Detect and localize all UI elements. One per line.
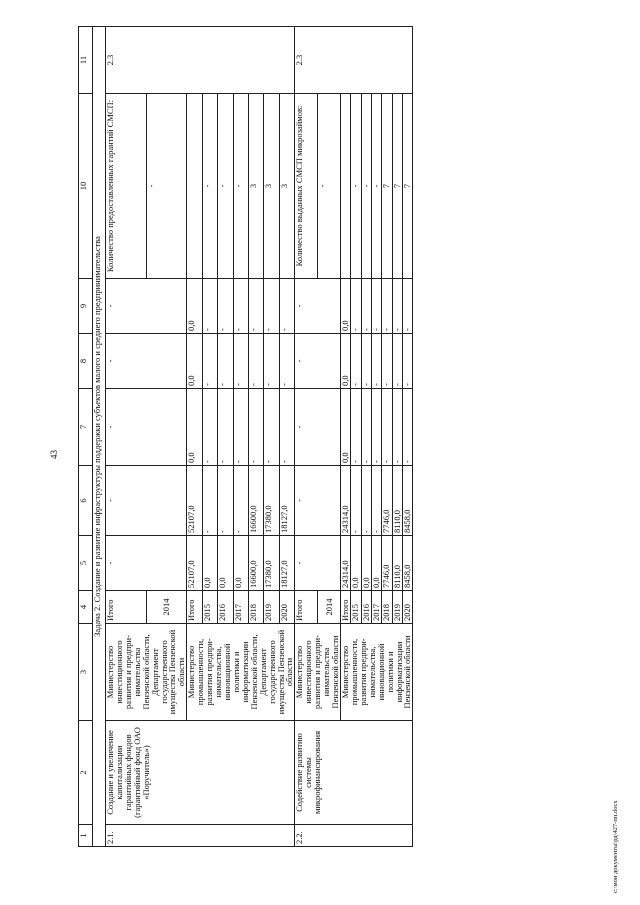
column-number: 3	[79, 624, 93, 721]
value-cell: -	[402, 279, 412, 334]
value-cell: -	[202, 466, 217, 536]
value-cell: -	[202, 334, 217, 389]
value-cell: 0,0	[187, 279, 202, 334]
value-cell: -	[202, 279, 217, 334]
year-cell: 2020	[279, 591, 294, 624]
value-cell: -	[106, 279, 187, 334]
value-cell: -	[392, 389, 402, 466]
column-number: 2	[79, 721, 93, 825]
column-number: 6	[79, 466, 93, 536]
value-cell: -	[106, 466, 187, 536]
value-cell: -	[264, 334, 279, 389]
row-number: 2.2.	[295, 825, 413, 847]
value-cell: -	[249, 389, 264, 466]
value-cell: -	[106, 536, 187, 591]
year-cell: 2016	[361, 591, 371, 624]
indicator-value: 7	[382, 94, 392, 279]
value-cell: 0,0	[218, 536, 233, 591]
value-cell: -	[249, 279, 264, 334]
executor-top: Министерство инвестиционного развития и предпри-нимательства Пензенской области, Департамент государственного имущества Пензенской области	[106, 624, 187, 721]
indicator-value: -	[351, 94, 361, 279]
year-cell: 2016	[218, 591, 233, 624]
value-cell: -	[279, 279, 294, 334]
year-cell: 2019	[264, 591, 279, 624]
value-cell: -	[361, 466, 371, 536]
value-cell: -	[371, 279, 381, 334]
column-number: 9	[79, 279, 93, 334]
indicator-ref: 2.3	[295, 27, 413, 94]
year-cell: 2015	[202, 591, 217, 624]
executor-bottom: Министерство промышленности, развития предпри-нимательства, инновационной политики и информатизации Пензенской области, Департамент государственного имущества Пензенской области	[187, 624, 295, 721]
indicator-label: Количество выданных СМСП микрозаймов:	[295, 94, 318, 279]
value-cell: -	[295, 389, 341, 466]
value-cell: 8110,0	[392, 466, 402, 536]
year-cell: 2018	[249, 591, 264, 624]
value-cell: -	[351, 466, 361, 536]
value-cell: 0,0	[202, 536, 217, 591]
executor-top: Министерство инвестиционного развития и предпри-нимательства Пензенской области	[295, 624, 341, 721]
value-cell: -	[361, 334, 371, 389]
value-cell: 0,0	[233, 536, 248, 591]
indicator-value: -	[218, 94, 233, 279]
value-cell: -	[402, 389, 412, 466]
year-cell: Итого	[187, 591, 202, 624]
column-number: 4	[79, 591, 93, 624]
value-cell: -	[279, 334, 294, 389]
indicator-value	[340, 94, 350, 279]
year-cell: Итого	[340, 591, 350, 624]
year-cell: 2019	[392, 591, 402, 624]
value-cell: -	[361, 389, 371, 466]
indicator-value: 3	[264, 94, 279, 279]
indicator-value: -	[318, 94, 341, 279]
value-cell: 52107,0	[187, 466, 202, 536]
column-number: 5	[79, 536, 93, 591]
year-cell: 2018	[382, 591, 392, 624]
value-cell: 24314,0	[340, 466, 350, 536]
indicator-value: 3	[279, 94, 294, 279]
footer-file-path: c:\мои документы\рд\427-пп.docx	[612, 800, 619, 893]
value-cell: -	[361, 279, 371, 334]
row-number: 2.1.	[106, 825, 295, 847]
year-cell: 2017	[371, 591, 381, 624]
indicator-value: 7	[402, 94, 412, 279]
indicator-value: 3	[249, 94, 264, 279]
value-cell: -	[264, 389, 279, 466]
measure-title: Содействие развитию системы микрофинансирования	[295, 721, 413, 825]
value-cell: -	[295, 334, 341, 389]
year-cell: 2014	[318, 591, 341, 624]
value-cell: -	[382, 389, 392, 466]
value-cell: -	[279, 389, 294, 466]
value-cell: 17380,0	[264, 536, 279, 591]
value-cell: -	[351, 389, 361, 466]
value-cell: -	[233, 334, 248, 389]
value-cell: 18127,0	[279, 466, 294, 536]
value-cell: 0,0	[340, 389, 350, 466]
value-cell: -	[371, 466, 381, 536]
indicator-value: -	[361, 94, 371, 279]
column-number: 11	[79, 27, 93, 94]
year-cell: 2014	[146, 591, 187, 624]
value-cell: 52107,0	[187, 536, 202, 591]
value-cell: 0,0	[187, 334, 202, 389]
value-cell: -	[106, 334, 187, 389]
value-cell: -	[371, 334, 381, 389]
value-cell: 0,0	[187, 389, 202, 466]
value-cell: -	[295, 536, 341, 591]
value-cell: -	[295, 466, 341, 536]
value-cell: -	[264, 279, 279, 334]
value-cell: -	[351, 334, 361, 389]
column-number: 1	[79, 825, 93, 847]
year-cell: Итого	[295, 591, 318, 624]
indicator-value: -	[371, 94, 381, 279]
value-cell: -	[218, 466, 233, 536]
value-cell: -	[351, 279, 361, 334]
measure-title: Создание и увеличение капитализации гарантийных фондов (гарантийный фонд ОАО «Поручитель»)	[106, 721, 295, 825]
task-heading: Задача 2. Создание и развитие инфраструктуры поддержки субъектов малого и среднего предпринимательства	[93, 27, 106, 847]
indicator-value: 7	[392, 94, 402, 279]
indicator-label: Количество предоставленных гарантий СМСП:	[106, 94, 147, 279]
value-cell: -	[233, 389, 248, 466]
value-cell: -	[233, 279, 248, 334]
indicator-value: -	[202, 94, 217, 279]
value-cell: 0,0	[351, 536, 361, 591]
value-cell: 8458,0	[402, 466, 412, 536]
value-cell: -	[218, 334, 233, 389]
table-row	[295, 27, 318, 847]
value-cell: -	[371, 389, 381, 466]
value-cell: 7746,0	[382, 536, 392, 591]
value-cell: -	[249, 334, 264, 389]
value-cell: 0,0	[361, 536, 371, 591]
indicator-value: -	[146, 94, 187, 279]
value-cell: 8110,0	[392, 536, 402, 591]
value-cell: -	[218, 389, 233, 466]
column-number: 8	[79, 334, 93, 389]
value-cell: 18127,0	[279, 536, 294, 591]
value-cell: -	[382, 334, 392, 389]
value-cell: 7746,0	[382, 466, 392, 536]
value-cell: -	[295, 279, 341, 334]
program-table	[78, 26, 413, 847]
value-cell: 0,0	[371, 536, 381, 591]
year-cell: 2017	[233, 591, 248, 624]
value-cell: 0,0	[340, 334, 350, 389]
value-cell: -	[106, 389, 187, 466]
table-row	[106, 27, 147, 847]
indicator-ref: 2.3	[106, 27, 295, 94]
value-cell: 0,0	[340, 279, 350, 334]
value-cell: 17380,0	[264, 466, 279, 536]
value-cell: -	[202, 389, 217, 466]
value-cell: -	[402, 334, 412, 389]
column-number: 7	[79, 389, 93, 466]
indicator-value: -	[233, 94, 248, 279]
value-cell: -	[382, 279, 392, 334]
value-cell: -	[392, 279, 402, 334]
executor-bottom: Министерство промышленности, развития предпри-нимательства, инновационной политики и информатизации Пензенской области	[340, 624, 412, 721]
year-cell: 2015	[351, 591, 361, 624]
year-cell: 2020	[402, 591, 412, 624]
column-number: 10	[79, 94, 93, 279]
year-cell: Итого	[106, 591, 147, 624]
value-cell: 16600,0	[249, 536, 264, 591]
value-cell: -	[218, 279, 233, 334]
value-cell: 24314,0	[340, 536, 350, 591]
column-number-row	[79, 27, 93, 847]
page-number: 43	[49, 450, 59, 459]
value-cell: -	[392, 334, 402, 389]
value-cell: 8458,0	[402, 536, 412, 591]
indicator-value	[187, 94, 202, 279]
task-heading-row	[93, 27, 106, 847]
value-cell: -	[233, 466, 248, 536]
value-cell: 16600,0	[249, 466, 264, 536]
